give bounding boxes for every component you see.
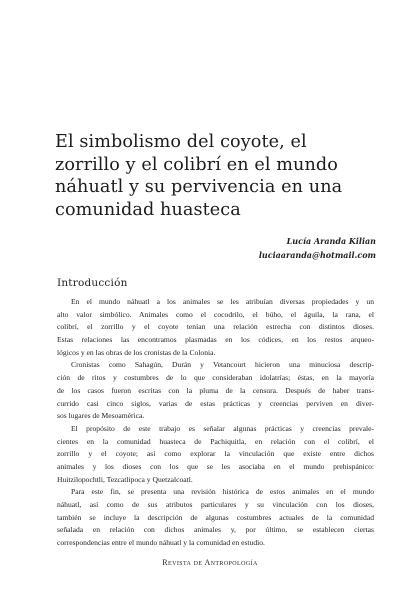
- body-line: Huitzilopochtli, Tezcatlipoca y Quetzalcoatl.: [57, 474, 193, 484]
- body-line: Cronistas como Sahagún, Durán y Vetancourt hicieron una minuciosa descrip-: [71, 360, 374, 370]
- section-heading: Introducción: [57, 277, 128, 289]
- body-line: náhuatl, así como de sus atributos particulares y su vinculación con los dioses,: [57, 500, 374, 509]
- body-line: colibrí, el zorrillo y el coyote tenían una relación estrecha con distintos dioses.: [57, 322, 374, 332]
- body-line: sos lugares de Mesoamérica.: [57, 411, 145, 421]
- body-line: zorrillo y el coyote; así como explorar la vinculación que existe entre dichos: [57, 449, 374, 459]
- body-line: señalada en relación con dichos animales y, por último, se establecen ciertas: [57, 525, 374, 535]
- body-line: correspondencias entre el mundo náhuatl y la comunidad en estudio.: [57, 538, 265, 548]
- body-line: animales y los dioses con los que se les asociaba en el mundo prehispánico:: [57, 461, 374, 471]
- body-line: Estas relaciones las encontramos plasmadas en los códices, en los restos arqueo-: [57, 335, 374, 345]
- body-line: también se incluye la descripción de algunas costumbres actuales de la comunidad: [57, 512, 374, 522]
- article-title: [55, 131, 385, 221]
- body-text: [57, 296, 374, 550]
- body-line: ción de ritos y costumbres de lo que consideraban idolatrías; éstas, en la mayoría: [57, 373, 374, 383]
- author-email: luciaaranda@hotmail.com: [258, 250, 376, 260]
- author-name: Lucía Aranda Kilian: [286, 236, 376, 246]
- body-line: En el mundo náhuatl a los animales se les atribuían diversas propiedades y un: [71, 297, 374, 306]
- body-line: Para este fin, se presenta una revisión histórica de estos animales en el mundo: [71, 487, 374, 497]
- body-line: cientes en la comunidad huasteca de Pachiquitla, en relación con el colibrí, el: [57, 436, 374, 446]
- body-line: de los casos fueron escritas con la pluma de la censura. Después de haber trans-: [57, 385, 374, 395]
- body-line: alto valor simbólico. Animales como el cocodrilo, el búho, el águila, la rana, el: [57, 309, 374, 319]
- title-line: zorrillo y el colibrí en el mundo: [55, 154, 338, 175]
- title-line: náhuatl y su pervivencia en una: [55, 177, 343, 197]
- journal-footer: Revista de Antropología: [162, 558, 258, 567]
- body-line: El propósito de este trabajo es señalar algunas prácticas y creencias prevale-: [71, 423, 374, 433]
- title-line: El simbolismo del coyote, el: [55, 132, 307, 152]
- title-line: comunidad huasteca: [55, 199, 241, 220]
- body-line: currido casi cinco siglos, varias de estas prácticas y creencias perviven en diver-: [57, 398, 374, 408]
- body-line: lógicos y en las obras de los cronistas de la Colonia.: [57, 347, 216, 357]
